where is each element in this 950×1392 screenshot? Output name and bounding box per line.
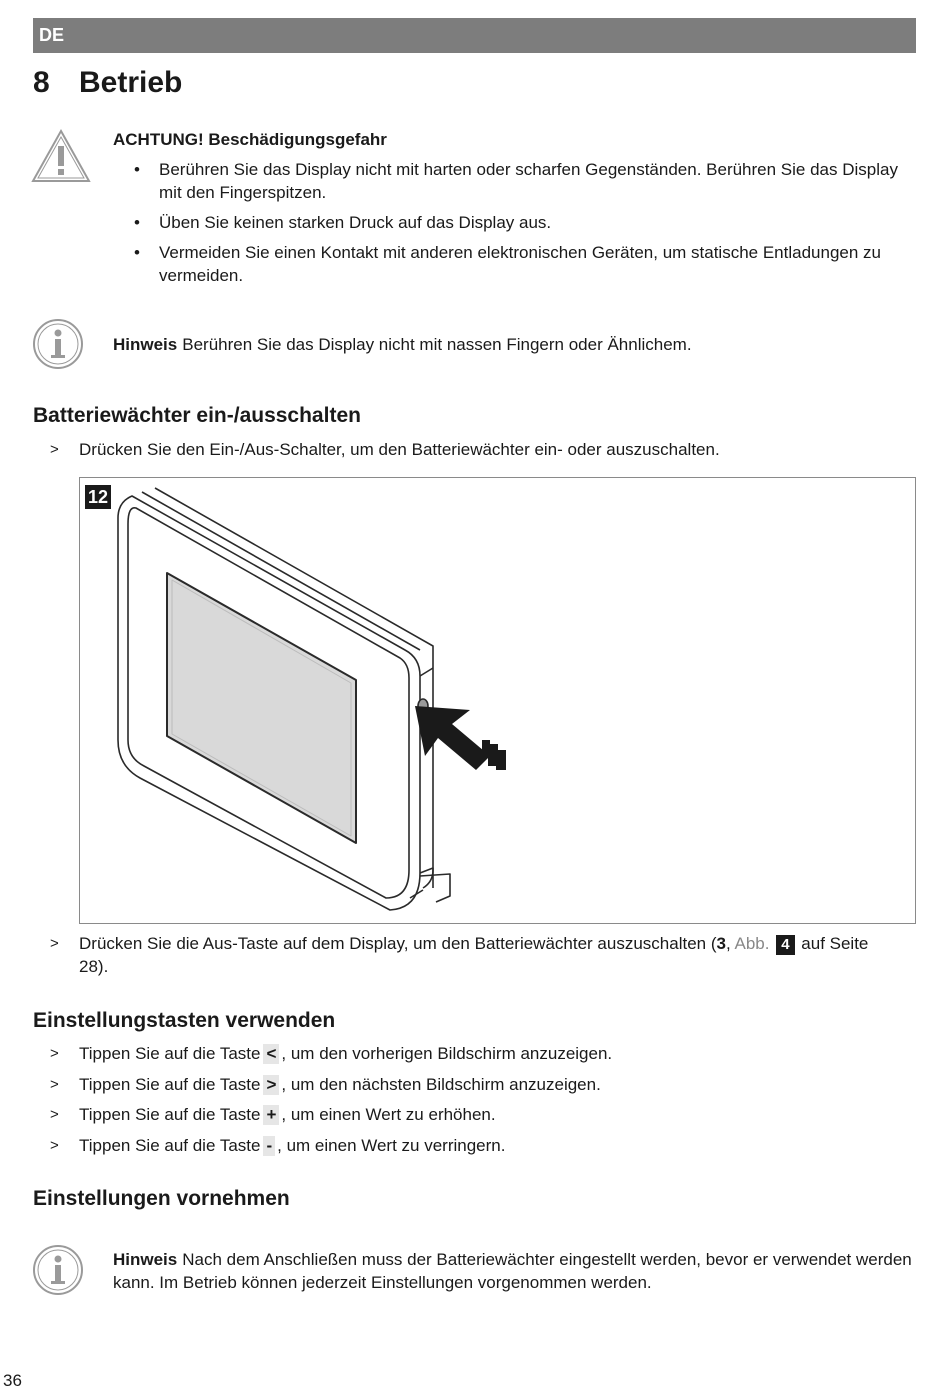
step-marker: > [50,935,59,952]
step-marker: > [50,441,59,458]
key-prev: < [263,1044,279,1064]
device-illustration [80,478,917,925]
chapter-number: 8 [33,66,50,99]
warning-triangle-icon [30,128,92,184]
step-item [50,1073,880,1096]
figure-number: 12 [85,485,111,509]
step-marker: > [50,1106,59,1123]
step-text: Tippen Sie auf die Taste [79,1105,261,1124]
step-text-end: auf Seite 28). [79,934,869,976]
note-label: Hinweis [113,335,178,354]
section-title-settings: Einstellungen vornehmen [33,1187,290,1210]
info-circle-icon [32,1244,84,1296]
note-text: Berühren Sie das Display nicht mit nassen Fingern oder Ähnlichem. [182,335,692,354]
step-text: , um den nächsten Bildschirm anzuzeigen. [281,1075,601,1094]
step-marker: > [50,1076,59,1093]
language-label: DE [39,25,65,45]
warning-item: • Üben Sie keinen starken Druck auf das Display aus. [113,211,913,234]
figure-ref-link[interactable]: Abb. [734,934,770,953]
language-header-bar [33,18,916,53]
page-number: 36 [3,1371,22,1390]
step-text: Tippen Sie auf die Taste [79,1075,261,1094]
warning-item: • Vermeiden Sie einen Kontakt mit anderen elektronischen Geräten, um statische Entladungen zu vermeiden. [113,241,913,287]
ref-item-number: 3 [716,934,726,953]
info-circle-icon [32,318,84,370]
step-marker: > [50,1045,59,1062]
key-plus: + [263,1105,279,1125]
note-2 [113,1248,913,1294]
step-item [50,1134,880,1157]
step-item [50,1103,880,1126]
step-text: , um einen Wert zu verringern. [277,1136,506,1155]
note-1 [113,333,913,356]
warning-item: • Berühren Sie das Display nicht mit harten oder scharfen Gegenständen. Berühren Sie das Display mit den Fingerspitzen. [113,158,913,204]
key-minus: - [263,1136,275,1156]
section-title-on-off: Batteriewächter ein-/ausschalten [33,404,361,427]
step-text: Tippen Sie auf die Taste [79,1044,261,1063]
step-item [50,438,880,461]
step-marker: > [50,1137,59,1154]
warning-list [113,158,913,294]
figure-ref-number[interactable]: 4 [776,935,794,955]
figure-12 [79,477,916,924]
step-item [50,1042,880,1065]
step-text: Drücken Sie den Ein-/Aus-Schalter, um den Batteriewächter ein- oder auszuschalten. [79,440,720,459]
note-text: Nach dem Anschließen muss der Batteriewächter eingestellt werden, bevor er verwendet werden kann. Im Betrieb können jederzeit Einstellungen vorgenommen werden. [113,1250,912,1292]
step-item [50,932,880,978]
step-text: Drücken Sie die Aus-Taste auf dem Display, um den Batteriewächter auszuschalten ( [79,934,717,953]
chapter-title [33,66,182,100]
key-next: > [263,1075,279,1095]
warning-title: ACHTUNG! Beschädigungsgefahr [113,130,387,149]
step-text: , um den vorherigen Bildschirm anzuzeigen. [281,1044,613,1063]
section-title-keys: Einstellungstasten verwenden [33,1009,336,1032]
step-text: Tippen Sie auf die Taste [79,1136,261,1155]
note-label: Hinweis [113,1250,178,1269]
chapter-name: Betrieb [79,66,183,99]
ref-separator: , [725,934,735,953]
step-text: , um einen Wert zu erhöhen. [281,1105,496,1124]
